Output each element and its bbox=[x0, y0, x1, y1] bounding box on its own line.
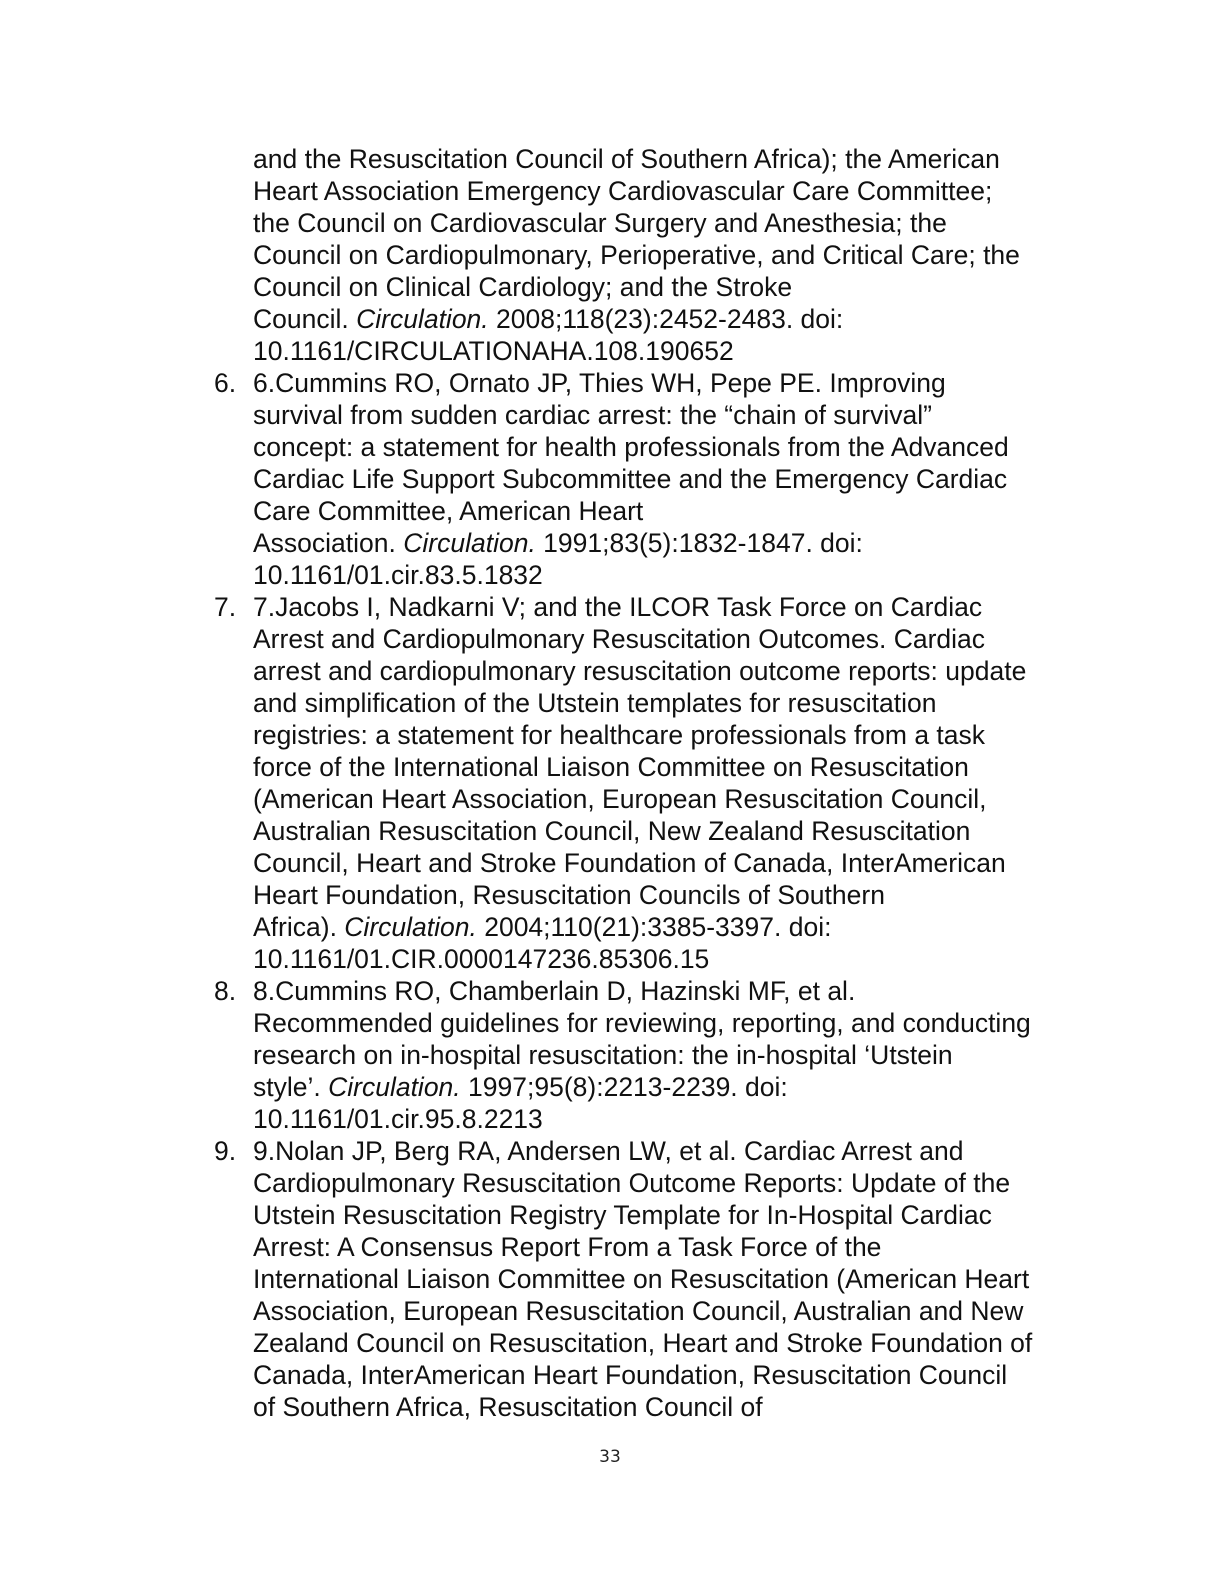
citation-line bbox=[253, 527, 1083, 559]
reference-line: 7.Jacobs I, Nadkarni V; and the ILCOR Task Force on Cardiac bbox=[253, 592, 983, 622]
reference-number: 7. bbox=[214, 592, 237, 622]
citation-details: 2008;118(23):2452-2483. doi: bbox=[488, 304, 844, 334]
reference-line: Zealand Council on Resuscitation, Heart and Stroke Foundation of bbox=[253, 1328, 1033, 1358]
reference-line: research on in-hospital resuscitation: the in-hospital ‘Utstein bbox=[253, 1040, 953, 1070]
reference-line: Cardiac Life Support Subcommittee and the Emergency Cardiac bbox=[253, 464, 1008, 494]
reference-line: arrest and cardiopulmonary resuscitation outcome reports: update bbox=[253, 656, 1027, 686]
reference-line: Arrest: A Consensus Report From a Task Force of the bbox=[253, 1232, 882, 1262]
reference-line: concept: a statement for health professionals from the Advanced bbox=[253, 432, 1009, 462]
citation-prefix: style’. bbox=[253, 1072, 329, 1102]
reference-entry-6 bbox=[214, 367, 1083, 591]
doi-line: 10.1161/01.CIR.0000147236.85306.15 bbox=[253, 944, 710, 974]
reference-line: 6.Cummins RO, Ornato JP, Thies WH, Pepe PE. Improving bbox=[253, 368, 946, 398]
reference-entry-7 bbox=[214, 591, 1083, 975]
reference-line: Cardiopulmonary Resuscitation Outcome Reports: Update of the bbox=[253, 1168, 1011, 1198]
citation-line bbox=[253, 911, 1083, 943]
citation-line bbox=[253, 1071, 1083, 1103]
reference-line: International Liaison Committee on Resuscitation (American Heart bbox=[253, 1264, 1030, 1294]
journal-name: Circulation. bbox=[356, 304, 489, 334]
reference-line: Heart Foundation, Resuscitation Councils of Southern bbox=[253, 880, 885, 910]
reference-line: and the Resuscitation Council of Southern Africa); the American bbox=[253, 144, 1000, 174]
reference-list bbox=[214, 143, 1083, 1423]
reference-line: Council, Heart and Stroke Foundation of Canada, InterAmerican bbox=[253, 848, 1006, 878]
citation-details: 1991;83(5):1832-1847. doi: bbox=[535, 528, 863, 558]
reference-line: Council on Cardiopulmonary, Perioperative, and Critical Care; the bbox=[253, 240, 1020, 270]
reference-line: 9.Nolan JP, Berg RA, Andersen LW, et al. Cardiac Arrest and bbox=[253, 1136, 964, 1166]
citation-prefix: Africa). bbox=[253, 912, 345, 942]
reference-number: 8. bbox=[214, 976, 237, 1006]
reference-entry-8 bbox=[214, 975, 1083, 1135]
reference-line: Association, European Resuscitation Council, Australian and New bbox=[253, 1296, 1024, 1326]
reference-line: Council on Clinical Cardiology; and the Stroke bbox=[253, 272, 793, 302]
reference-line: (American Heart Association, European Resuscitation Council, bbox=[253, 784, 987, 814]
reference-line: and simplification of the Utstein templates for resuscitation bbox=[253, 688, 937, 718]
reference-line: 8.Cummins RO, Chamberlain D, Hazinski MF, et al. bbox=[253, 976, 856, 1006]
reference-line: the Council on Cardiovascular Surgery and Anesthesia; the bbox=[253, 208, 947, 238]
journal-name: Circulation. bbox=[344, 912, 477, 942]
reference-entry-9 bbox=[214, 1135, 1083, 1423]
reference-line: registries: a statement for healthcare professionals from a task bbox=[253, 720, 986, 750]
page-number: 33 bbox=[599, 1447, 621, 1467]
journal-name: Circulation. bbox=[403, 528, 536, 558]
reference-number: 6. bbox=[214, 368, 237, 398]
reference-line: force of the International Liaison Committee on Resuscitation bbox=[253, 752, 969, 782]
reference-entry-5-continued bbox=[253, 143, 1083, 367]
citation-prefix: Council. bbox=[253, 304, 357, 334]
reference-line: Heart Association Emergency Cardiovascular Care Committee; bbox=[253, 176, 993, 206]
reference-line: Utstein Resuscitation Registry Template for In-Hospital Cardiac bbox=[253, 1200, 992, 1230]
reference-line: Arrest and Cardiopulmonary Resuscitation Outcomes. Cardiac bbox=[253, 624, 986, 654]
doi-line: 10.1161/CIRCULATIONAHA.108.190652 bbox=[253, 336, 734, 366]
reference-number: 9. bbox=[214, 1136, 237, 1166]
doi-line: 10.1161/01.cir.95.8.2213 bbox=[253, 1104, 543, 1134]
citation-line bbox=[253, 303, 1083, 335]
reference-line: of Southern Africa, Resuscitation Council of bbox=[253, 1392, 763, 1422]
citation-details: 1997;95(8):2213-2239. doi: bbox=[460, 1072, 788, 1102]
reference-line: Canada, InterAmerican Heart Foundation, Resuscitation Council bbox=[253, 1360, 1008, 1390]
reference-line: Recommended guidelines for reviewing, reporting, and conducting bbox=[253, 1008, 1031, 1038]
journal-name: Circulation. bbox=[328, 1072, 461, 1102]
reference-line: survival from sudden cardiac arrest: the “chain of survival” bbox=[253, 400, 932, 430]
citation-prefix: Association. bbox=[253, 528, 404, 558]
doi-line: 10.1161/01.cir.83.5.1832 bbox=[253, 560, 543, 590]
reference-line: Care Committee, American Heart bbox=[253, 496, 644, 526]
citation-details: 2004;110(21):3385-3397. doi: bbox=[476, 912, 832, 942]
reference-line: Australian Resuscitation Council, New Zealand Resuscitation bbox=[253, 816, 971, 846]
